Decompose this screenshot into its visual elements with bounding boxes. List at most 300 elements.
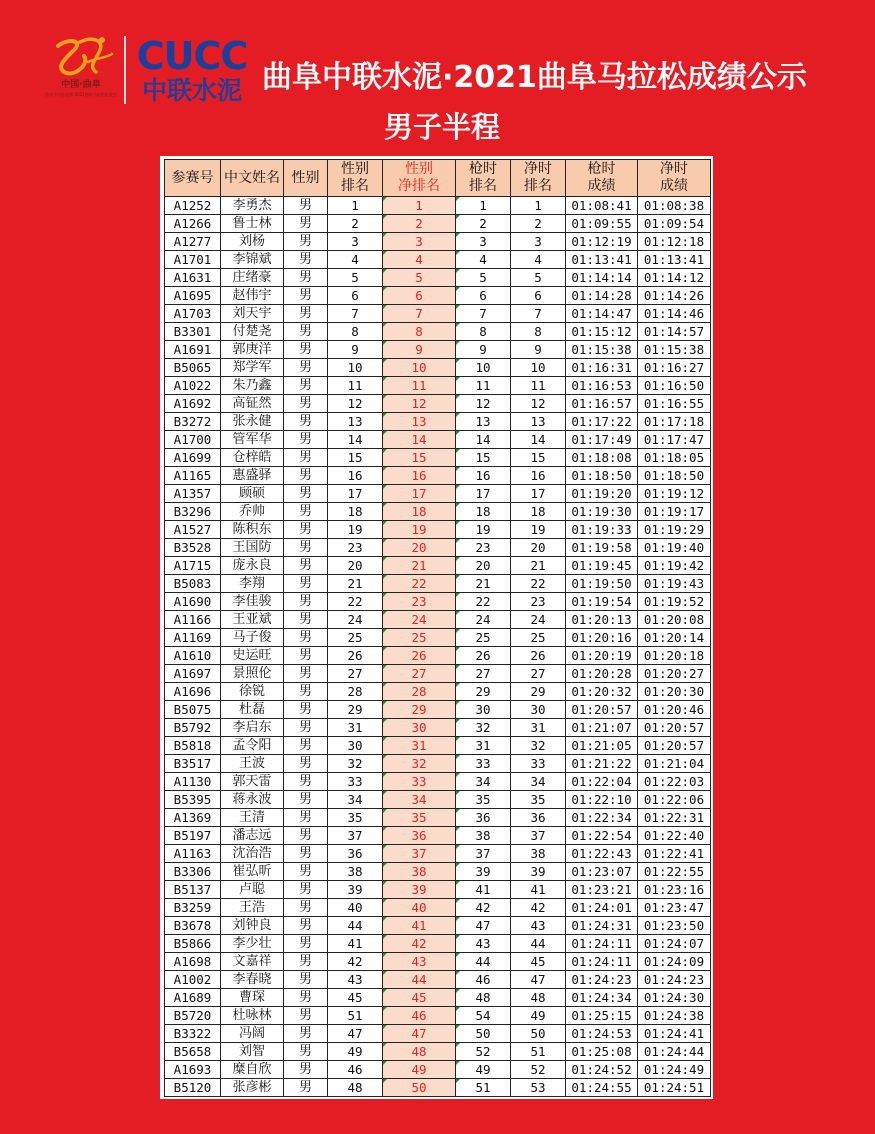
cell-gun-time: 01:20:57: [566, 701, 638, 719]
table-row: [165, 1061, 711, 1079]
cell-gun-rank: 3: [456, 233, 511, 251]
cell-gender-rank: 24: [328, 611, 383, 629]
cell-gender: 男: [284, 917, 328, 935]
cell-net-time: 01:14:46: [638, 305, 711, 323]
cell-net-time: 01:23:47: [638, 899, 711, 917]
cell-gun-rank: 52: [456, 1043, 511, 1061]
cell-bib: A1166: [165, 611, 221, 629]
cell-net-time: 01:20:18: [638, 647, 711, 665]
cell-net-time: 01:20:27: [638, 665, 711, 683]
cell-gender-net-rank: 7: [383, 305, 456, 323]
cell-net-rank: 16: [511, 467, 566, 485]
cell-net-rank: 21: [511, 557, 566, 575]
cell-net-rank: 53: [511, 1079, 566, 1097]
cell-gender: 男: [284, 737, 328, 755]
table-row: [165, 629, 711, 647]
cell-bib: A1693: [165, 1061, 221, 1079]
cell-gender-net-rank: 32: [383, 755, 456, 773]
cell-net-rank: 43: [511, 917, 566, 935]
cell-gun-time: 01:09:55: [566, 215, 638, 233]
marathon-logo: [44, 32, 118, 104]
cell-net-time: 01:22:31: [638, 809, 711, 827]
cell-gender-net-rank: 13: [383, 413, 456, 431]
cell-gender: 男: [284, 1025, 328, 1043]
cell-gun-time: 01:24:31: [566, 917, 638, 935]
cell-gender: 男: [284, 287, 328, 305]
cell-gender-net-rank: 19: [383, 521, 456, 539]
cucc-brand: CUCC: [136, 34, 248, 78]
cell-gender: 男: [284, 197, 328, 215]
cell-net-time: 01:14:26: [638, 287, 711, 305]
table-row: [165, 647, 711, 665]
cell-gender: 男: [284, 1061, 328, 1079]
cell-gun-rank: 46: [456, 971, 511, 989]
cell-gender: 男: [284, 233, 328, 251]
cell-gender: 男: [284, 413, 328, 431]
cell-gun-rank: 31: [456, 737, 511, 755]
cell-gender-rank: 51: [328, 1007, 383, 1025]
header-gun-rank: 枪时 排名: [456, 160, 511, 197]
cell-net-time: 01:24:23: [638, 971, 711, 989]
cell-gender-net-rank: 4: [383, 251, 456, 269]
cell-name: 徐锐: [221, 683, 284, 701]
cell-gun-time: 01:16:31: [566, 359, 638, 377]
cell-bib: B5083: [165, 575, 221, 593]
cell-gender: 男: [284, 719, 328, 737]
cell-bib: A1022: [165, 377, 221, 395]
cell-gender-net-rank: 10: [383, 359, 456, 377]
cell-name: 孟令阳: [221, 737, 284, 755]
cell-gender-net-rank: 31: [383, 737, 456, 755]
cell-gender: 男: [284, 809, 328, 827]
cell-gender: 男: [284, 629, 328, 647]
cell-gender-net-rank: 29: [383, 701, 456, 719]
cell-name: 杜咏林: [221, 1007, 284, 1025]
cell-net-rank: 33: [511, 755, 566, 773]
cell-gender: 男: [284, 827, 328, 845]
cell-gun-time: 01:24:11: [566, 953, 638, 971]
cell-gender-rank: 42: [328, 953, 383, 971]
cell-name: 崔弘昕: [221, 863, 284, 881]
cell-net-rank: 17: [511, 485, 566, 503]
cell-net-time: 01:24:07: [638, 935, 711, 953]
table-row: [165, 773, 711, 791]
cell-gun-time: 01:24:53: [566, 1025, 638, 1043]
cell-gender-net-rank: 22: [383, 575, 456, 593]
cell-gender-net-rank: 15: [383, 449, 456, 467]
cell-gun-rank: 42: [456, 899, 511, 917]
cell-name: 王亚斌: [221, 611, 284, 629]
cell-net-time: 01:18:50: [638, 467, 711, 485]
cell-bib: A1701: [165, 251, 221, 269]
cell-net-rank: 45: [511, 953, 566, 971]
cell-name: 马子俊: [221, 629, 284, 647]
cell-name: 糜自欣: [221, 1061, 284, 1079]
cell-gun-time: 01:08:41: [566, 197, 638, 215]
cell-gun-time: 01:23:21: [566, 881, 638, 899]
cell-gender-net-rank: 50: [383, 1079, 456, 1097]
logo-left-caption: 中国·曲阜: [61, 80, 101, 90]
cell-gun-rank: 23: [456, 539, 511, 557]
table-row: [165, 485, 711, 503]
cell-gender-net-rank: 23: [383, 593, 456, 611]
header-net-rank: 净时 排名: [511, 160, 566, 197]
cell-gun-time: 01:20:28: [566, 665, 638, 683]
cell-gun-rank: 5: [456, 269, 511, 287]
cell-gun-rank: 16: [456, 467, 511, 485]
cell-name: 李翔: [221, 575, 284, 593]
cell-net-rank: 15: [511, 449, 566, 467]
cell-gun-time: 01:16:57: [566, 395, 638, 413]
cell-gender-rank: 34: [328, 791, 383, 809]
cell-bib: A1699: [165, 449, 221, 467]
table-row: [165, 1043, 711, 1061]
cell-gender: 男: [284, 755, 328, 773]
cell-bib: A1698: [165, 953, 221, 971]
cell-gender-net-rank: 49: [383, 1061, 456, 1079]
cell-name: 郭天雷: [221, 773, 284, 791]
cell-gender-net-rank: 2: [383, 215, 456, 233]
cell-bib: A1631: [165, 269, 221, 287]
cell-net-rank: 35: [511, 791, 566, 809]
table-row: [165, 1025, 711, 1043]
cell-net-rank: 41: [511, 881, 566, 899]
cell-gender-rank: 14: [328, 431, 383, 449]
cell-gender: 男: [284, 683, 328, 701]
cell-gun-time: 01:20:16: [566, 629, 638, 647]
cell-bib: B3301: [165, 323, 221, 341]
cell-name: 史运旺: [221, 647, 284, 665]
cell-gender-net-rank: 24: [383, 611, 456, 629]
cell-gender: 男: [284, 989, 328, 1007]
cell-net-time: 01:20:57: [638, 737, 711, 755]
cell-gender-rank: 32: [328, 755, 383, 773]
cell-bib: A1703: [165, 305, 221, 323]
cell-net-time: 01:24:38: [638, 1007, 711, 1025]
cell-net-rank: 36: [511, 809, 566, 827]
cell-name: 仓梓皓: [221, 449, 284, 467]
cell-gender-net-rank: 30: [383, 719, 456, 737]
cell-gun-time: 01:12:19: [566, 233, 638, 251]
cell-gun-rank: 21: [456, 575, 511, 593]
table-row: [165, 665, 711, 683]
cell-gun-time: 01:19:58: [566, 539, 638, 557]
cell-net-time: 01:19:42: [638, 557, 711, 575]
cell-name: 刘智: [221, 1043, 284, 1061]
cell-net-rank: 30: [511, 701, 566, 719]
cell-net-time: 01:17:47: [638, 431, 711, 449]
cell-bib: A1692: [165, 395, 221, 413]
cell-gender-rank: 28: [328, 683, 383, 701]
cell-gun-time: 01:21:05: [566, 737, 638, 755]
cell-net-time: 01:22:40: [638, 827, 711, 845]
table-row: [165, 755, 711, 773]
cell-net-rank: 39: [511, 863, 566, 881]
cell-net-time: 01:19:17: [638, 503, 711, 521]
cell-gun-time: 01:21:07: [566, 719, 638, 737]
cell-name: 刘钟良: [221, 917, 284, 935]
cell-gun-rank: 39: [456, 863, 511, 881]
cell-bib: A1266: [165, 215, 221, 233]
cell-gender-rank: 21: [328, 575, 383, 593]
cell-gender-rank: 20: [328, 557, 383, 575]
cell-name: 刘杨: [221, 233, 284, 251]
cell-gun-rank: 8: [456, 323, 511, 341]
cell-gender-net-rank: 48: [383, 1043, 456, 1061]
cell-bib: B3272: [165, 413, 221, 431]
cell-gender-net-rank: 5: [383, 269, 456, 287]
cell-gender-rank: 25: [328, 629, 383, 647]
cell-gun-time: 01:19:33: [566, 521, 638, 539]
cell-bib: B5065: [165, 359, 221, 377]
cell-bib: B5792: [165, 719, 221, 737]
cell-bib: A1697: [165, 665, 221, 683]
cell-gun-rank: 26: [456, 647, 511, 665]
cell-gender: 男: [284, 935, 328, 953]
table-row: [165, 305, 711, 323]
cell-gun-time: 01:19:20: [566, 485, 638, 503]
cell-net-rank: 22: [511, 575, 566, 593]
cell-gun-time: 01:24:34: [566, 989, 638, 1007]
cell-net-rank: 20: [511, 539, 566, 557]
cell-gender-rank: 12: [328, 395, 383, 413]
cell-gender-net-rank: 11: [383, 377, 456, 395]
cell-net-time: 01:09:54: [638, 215, 711, 233]
cell-net-rank: 44: [511, 935, 566, 953]
cell-gender-rank: 47: [328, 1025, 383, 1043]
cell-gun-rank: 47: [456, 917, 511, 935]
logo-divider: [124, 36, 126, 104]
cell-gender-net-rank: 21: [383, 557, 456, 575]
cell-bib: B5658: [165, 1043, 221, 1061]
cell-gender-net-rank: 38: [383, 863, 456, 881]
cell-gun-rank: 37: [456, 845, 511, 863]
cell-bib: B3678: [165, 917, 221, 935]
cell-bib: B3322: [165, 1025, 221, 1043]
table-row: [165, 413, 711, 431]
cell-gun-time: 01:13:41: [566, 251, 638, 269]
cell-net-rank: 42: [511, 899, 566, 917]
header-net-time: 净时 成绩: [638, 160, 711, 197]
cell-net-time: 01:22:06: [638, 791, 711, 809]
table-row: [165, 989, 711, 1007]
cell-bib: A1689: [165, 989, 221, 1007]
table-row: [165, 863, 711, 881]
cell-gender-rank: 27: [328, 665, 383, 683]
table-row: [165, 719, 711, 737]
cell-net-time: 01:13:41: [638, 251, 711, 269]
cell-gender-rank: 40: [328, 899, 383, 917]
cell-net-time: 01:19:43: [638, 575, 711, 593]
cell-net-time: 01:24:44: [638, 1043, 711, 1061]
cell-gender-net-rank: 37: [383, 845, 456, 863]
cell-gender-net-rank: 18: [383, 503, 456, 521]
cell-gender-net-rank: 20: [383, 539, 456, 557]
cell-gender-rank: 49: [328, 1043, 383, 1061]
cell-bib: A1696: [165, 683, 221, 701]
cell-gender-rank: 48: [328, 1079, 383, 1097]
cell-gender-net-rank: 45: [383, 989, 456, 1007]
cell-gender-net-rank: 28: [383, 683, 456, 701]
cell-bib: A1163: [165, 845, 221, 863]
cell-gender: 男: [284, 359, 328, 377]
table-row: [165, 251, 711, 269]
cell-gun-rank: 7: [456, 305, 511, 323]
cell-gun-time: 01:18:08: [566, 449, 638, 467]
cell-net-rank: 5: [511, 269, 566, 287]
cell-bib: A1700: [165, 431, 221, 449]
cell-gender: 男: [284, 539, 328, 557]
cell-net-rank: 13: [511, 413, 566, 431]
cell-net-time: 01:20:08: [638, 611, 711, 629]
table-row: [165, 215, 711, 233]
cell-net-rank: 50: [511, 1025, 566, 1043]
cell-gender-net-rank: 44: [383, 971, 456, 989]
table-row: [165, 575, 711, 593]
cell-gender-net-rank: 12: [383, 395, 456, 413]
table-row: [165, 557, 711, 575]
results-table-panel: [160, 156, 713, 1099]
cell-gender: 男: [284, 971, 328, 989]
cell-gender-rank: 22: [328, 593, 383, 611]
cell-gender: 男: [284, 1079, 328, 1097]
cell-gender-net-rank: 34: [383, 791, 456, 809]
cell-gender: 男: [284, 341, 328, 359]
cell-net-rank: 1: [511, 197, 566, 215]
cell-gender-net-rank: 17: [383, 485, 456, 503]
cell-gender-net-rank: 40: [383, 899, 456, 917]
cell-gender-net-rank: 47: [383, 1025, 456, 1043]
cell-net-rank: 49: [511, 1007, 566, 1025]
cell-net-time: 01:20:57: [638, 719, 711, 737]
cell-gender: 男: [284, 395, 328, 413]
cell-gender-rank: 39: [328, 881, 383, 899]
cell-gender-rank: 44: [328, 917, 383, 935]
cell-gender: 男: [284, 377, 328, 395]
cell-bib: A1165: [165, 467, 221, 485]
cell-name: 陈积东: [221, 521, 284, 539]
header-gender: 性别: [284, 160, 328, 197]
table-row: [165, 269, 711, 287]
cell-gender-rank: 17: [328, 485, 383, 503]
cell-bib: B5197: [165, 827, 221, 845]
cell-gender-net-rank: 35: [383, 809, 456, 827]
cell-gun-rank: 18: [456, 503, 511, 521]
table-row: [165, 827, 711, 845]
cell-gender-rank: 38: [328, 863, 383, 881]
cell-gender: 男: [284, 773, 328, 791]
table-row: [165, 449, 711, 467]
cell-net-rank: 7: [511, 305, 566, 323]
cell-gender-rank: 45: [328, 989, 383, 1007]
cell-gender-rank: 43: [328, 971, 383, 989]
cell-gender-rank: 31: [328, 719, 383, 737]
cell-gun-time: 01:25:08: [566, 1043, 638, 1061]
cell-net-rank: 3: [511, 233, 566, 251]
cell-gender-rank: 36: [328, 845, 383, 863]
cell-gender-net-rank: 6: [383, 287, 456, 305]
cell-gun-rank: 29: [456, 683, 511, 701]
cell-gender-net-rank: 26: [383, 647, 456, 665]
cell-gun-rank: 33: [456, 755, 511, 773]
cell-gender: 男: [284, 593, 328, 611]
cell-name: 管军华: [221, 431, 284, 449]
cell-net-time: 01:19:12: [638, 485, 711, 503]
cell-gun-rank: 9: [456, 341, 511, 359]
table-row: [165, 1007, 711, 1025]
cell-net-rank: 11: [511, 377, 566, 395]
table-row: [165, 521, 711, 539]
cell-gun-rank: 13: [456, 413, 511, 431]
table-row: [165, 287, 711, 305]
cell-net-rank: 37: [511, 827, 566, 845]
cell-net-rank: 52: [511, 1061, 566, 1079]
header-gender-rank: 性别 排名: [328, 160, 383, 197]
cell-gender-net-rank: 8: [383, 323, 456, 341]
table-row: [165, 377, 711, 395]
table-row: [165, 845, 711, 863]
cell-gender-rank: 3: [328, 233, 383, 251]
table-row: [165, 593, 711, 611]
cell-name: 张永健: [221, 413, 284, 431]
cell-name: 赵伟宇: [221, 287, 284, 305]
cell-gun-rank: 49: [456, 1061, 511, 1079]
cell-net-rank: 12: [511, 395, 566, 413]
cell-bib: A1369: [165, 809, 221, 827]
cell-gender-net-rank: 39: [383, 881, 456, 899]
cell-gun-rank: 36: [456, 809, 511, 827]
cell-gender: 男: [284, 215, 328, 233]
cell-gun-rank: 25: [456, 629, 511, 647]
cell-gun-rank: 4: [456, 251, 511, 269]
cell-name: 王波: [221, 755, 284, 773]
cell-gun-rank: 54: [456, 1007, 511, 1025]
cell-gender: 男: [284, 863, 328, 881]
cell-bib: A1169: [165, 629, 221, 647]
table-row: [165, 971, 711, 989]
cell-net-time: 01:16:55: [638, 395, 711, 413]
cell-gender-net-rank: 43: [383, 953, 456, 971]
table-row: [165, 341, 711, 359]
cell-name: 王国防: [221, 539, 284, 557]
cell-net-rank: 19: [511, 521, 566, 539]
cell-net-rank: 31: [511, 719, 566, 737]
cell-gun-time: 01:14:47: [566, 305, 638, 323]
cell-gun-rank: 15: [456, 449, 511, 467]
logo-left-subcaption: 曲阜市马拉松赛 2021曲阜马拉松组委会: [45, 92, 117, 97]
cell-gun-rank: 38: [456, 827, 511, 845]
cell-name: 杜磊: [221, 701, 284, 719]
cell-net-rank: 47: [511, 971, 566, 989]
table-row: [165, 791, 711, 809]
cell-net-time: 01:20:14: [638, 629, 711, 647]
cell-gender-rank: 13: [328, 413, 383, 431]
cell-gun-time: 01:22:43: [566, 845, 638, 863]
cell-net-rank: 51: [511, 1043, 566, 1061]
table-row: [165, 359, 711, 377]
cell-gender-net-rank: 27: [383, 665, 456, 683]
table-row: [165, 1079, 711, 1097]
cell-name: 刘天宇: [221, 305, 284, 323]
cell-net-time: 01:24:49: [638, 1061, 711, 1079]
cell-gender-rank: 23: [328, 539, 383, 557]
cell-gender: 男: [284, 503, 328, 521]
cell-net-time: 01:21:04: [638, 755, 711, 773]
cell-gender: 男: [284, 449, 328, 467]
cell-gun-rank: 27: [456, 665, 511, 683]
cell-gun-time: 01:21:22: [566, 755, 638, 773]
page-title: 曲阜中联水泥·2021曲阜马拉松成绩公示: [262, 60, 807, 95]
